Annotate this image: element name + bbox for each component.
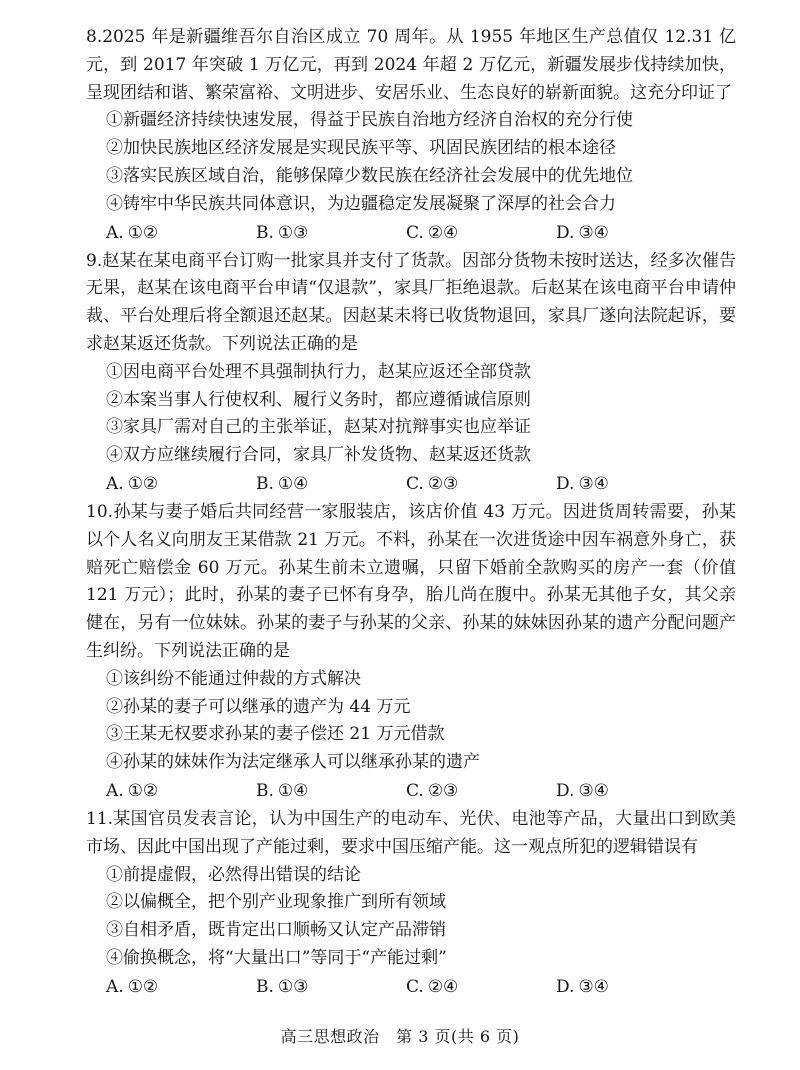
option-statement: ③家具厂需对自己的主张举证，赵某对抗辩事实也应举证 — [106, 417, 531, 438]
option-statement: ②以偏概全，把个别产业现象推广到所有领域 — [106, 892, 446, 913]
question-9 — [86, 248, 736, 499]
question-stem — [86, 24, 736, 107]
answer-choices — [86, 973, 736, 1002]
option-statement: ②孙某的妻子可以继承的遗产为 44 万元 — [106, 696, 411, 717]
choice-b: B. ①④ — [256, 780, 309, 801]
choice-b: B. ①③ — [256, 976, 309, 997]
choice-b: B. ①③ — [256, 222, 309, 243]
choice-d: D. ③④ — [556, 976, 609, 997]
choice-a: A. ①② — [106, 780, 159, 801]
option-statement: ③落实民族区域自治，能够保障少数民族在经济社会发展中的优先地位 — [106, 165, 633, 186]
option-statement: ④孙某的妹妹作为法定继承人可以继承孙某的遗产 — [106, 752, 480, 773]
answer-choices — [86, 777, 736, 806]
question-stem — [86, 248, 736, 359]
choice-c: C. ②③ — [406, 473, 459, 494]
question-stem — [86, 499, 736, 666]
option-statement: ②本案当事人行使权利、履行义务时，都应遵循诚信原则 — [106, 389, 531, 410]
option-statement: ④铸牢中华民族共同体意识，为边疆稳定发展凝聚了深厚的社会合力 — [106, 193, 616, 214]
choice-a: A. ①② — [106, 976, 159, 997]
answer-choices — [86, 219, 736, 248]
question-stem — [86, 806, 736, 862]
choice-b: B. ①④ — [256, 473, 309, 494]
option-statement: ①该纠纷不能通过仲裁的方式解决 — [106, 668, 361, 689]
question-text: 某国官员发表言论，认为中国生产的电动车、光伏、电池等产品，大量出口到欧美市场、因此中国出现了产能过剩，要求中国压缩产能。这一观点所犯的逻辑错误有 — [86, 808, 736, 857]
choice-d: D. ③④ — [556, 222, 609, 243]
option-statement: ③王某无权要求孙某的妻子偿还 21 万元借款 — [106, 724, 445, 745]
question-11 — [86, 806, 736, 1002]
page-footer: 高三思想政治 第 3 页(共 6 页) — [280, 1027, 520, 1046]
question-10 — [86, 499, 736, 806]
choice-c: C. ②④ — [406, 976, 459, 997]
option-statement: ④偷换概念，将“大量出口”等同于“产能过剩” — [106, 947, 447, 968]
choice-a: A. ①② — [106, 222, 159, 243]
option-statement: ④双方应继续履行合同，家具厂补发货物、赵某返还货款 — [106, 445, 531, 466]
choice-c: C. ②④ — [406, 222, 459, 243]
choice-d: D. ③④ — [556, 473, 609, 494]
question-text: 孙某与妻子婚后共同经营一家服装店，该店价值 43 万元。因进货周转需要，孙某以个人名义向朋友王某借款 21 万元。不料，孙某在一次进货途中因车祸意外身亡，获赔死亡赔偿金 60 万元。孙某生前未立遗嘱，只留下婚前全款购买的房产一套（价值 121 万元）；此时，孙某的妻子已怀有身孕，胎儿尚在腹中。孙某无其他子女，其父亲健在，另有一位妹妹。孙某的妻子与孙某的父亲、孙某的妹妹因孙某的遗产分配问题产生纠纷。下列说法正确的是 — [86, 501, 736, 661]
option-statement: ③自相矛盾，既肯定出口顺畅又认定产品滞销 — [106, 920, 446, 941]
choice-d: D. ③④ — [556, 780, 609, 801]
question-number: 10. — [86, 501, 114, 522]
answer-choices — [86, 470, 736, 499]
choice-c: C. ②③ — [406, 780, 459, 801]
question-text: 赵某在某电商平台订购一批家具并支付了货款。因部分货物未按时送达，经多次催告无果，赵某在该电商平台申请“仅退款”，家具厂拒绝退款。后赵某在该电商平台申请仲裁、平台处理后将全额退还赵某。因赵某未将已收货物退回，家具厂遂向法院起诉，要求赵某返还货款。下列说法正确的是 — [86, 250, 736, 354]
choice-a: A. ①② — [106, 473, 159, 494]
option-statement: ②加快民族地区经济发展是实现民族平等、巩固民族团结的根本途径 — [106, 138, 616, 159]
question-list — [86, 24, 736, 1002]
question-text: 2025 年是新疆维吾尔自治区成立 70 周年。从 1955 年地区生产总值仅 12.31 亿元，到 2017 年突破 1 万亿元，再到 2024 年超 2 万亿元，新疆发展步伐持续加快，呈现团结和谐、繁荣富裕、文明进步、安居乐业、生态良好的崭新面貌。这充分印证了 — [86, 27, 736, 103]
question-number: 8. — [86, 27, 103, 47]
option-statement: ①新疆经济持续快速发展，得益于民族自治地方经济自治权的充分行使 — [106, 110, 633, 131]
option-statement: ①因电商平台处理不具强制执行力，赵某应返还全部贷款 — [106, 361, 531, 382]
question-8 — [86, 24, 736, 248]
question-number: 9. — [86, 250, 103, 271]
question-number: 11. — [86, 808, 114, 829]
option-statement: ①前提虚假，必然得出错误的结论 — [106, 864, 361, 885]
